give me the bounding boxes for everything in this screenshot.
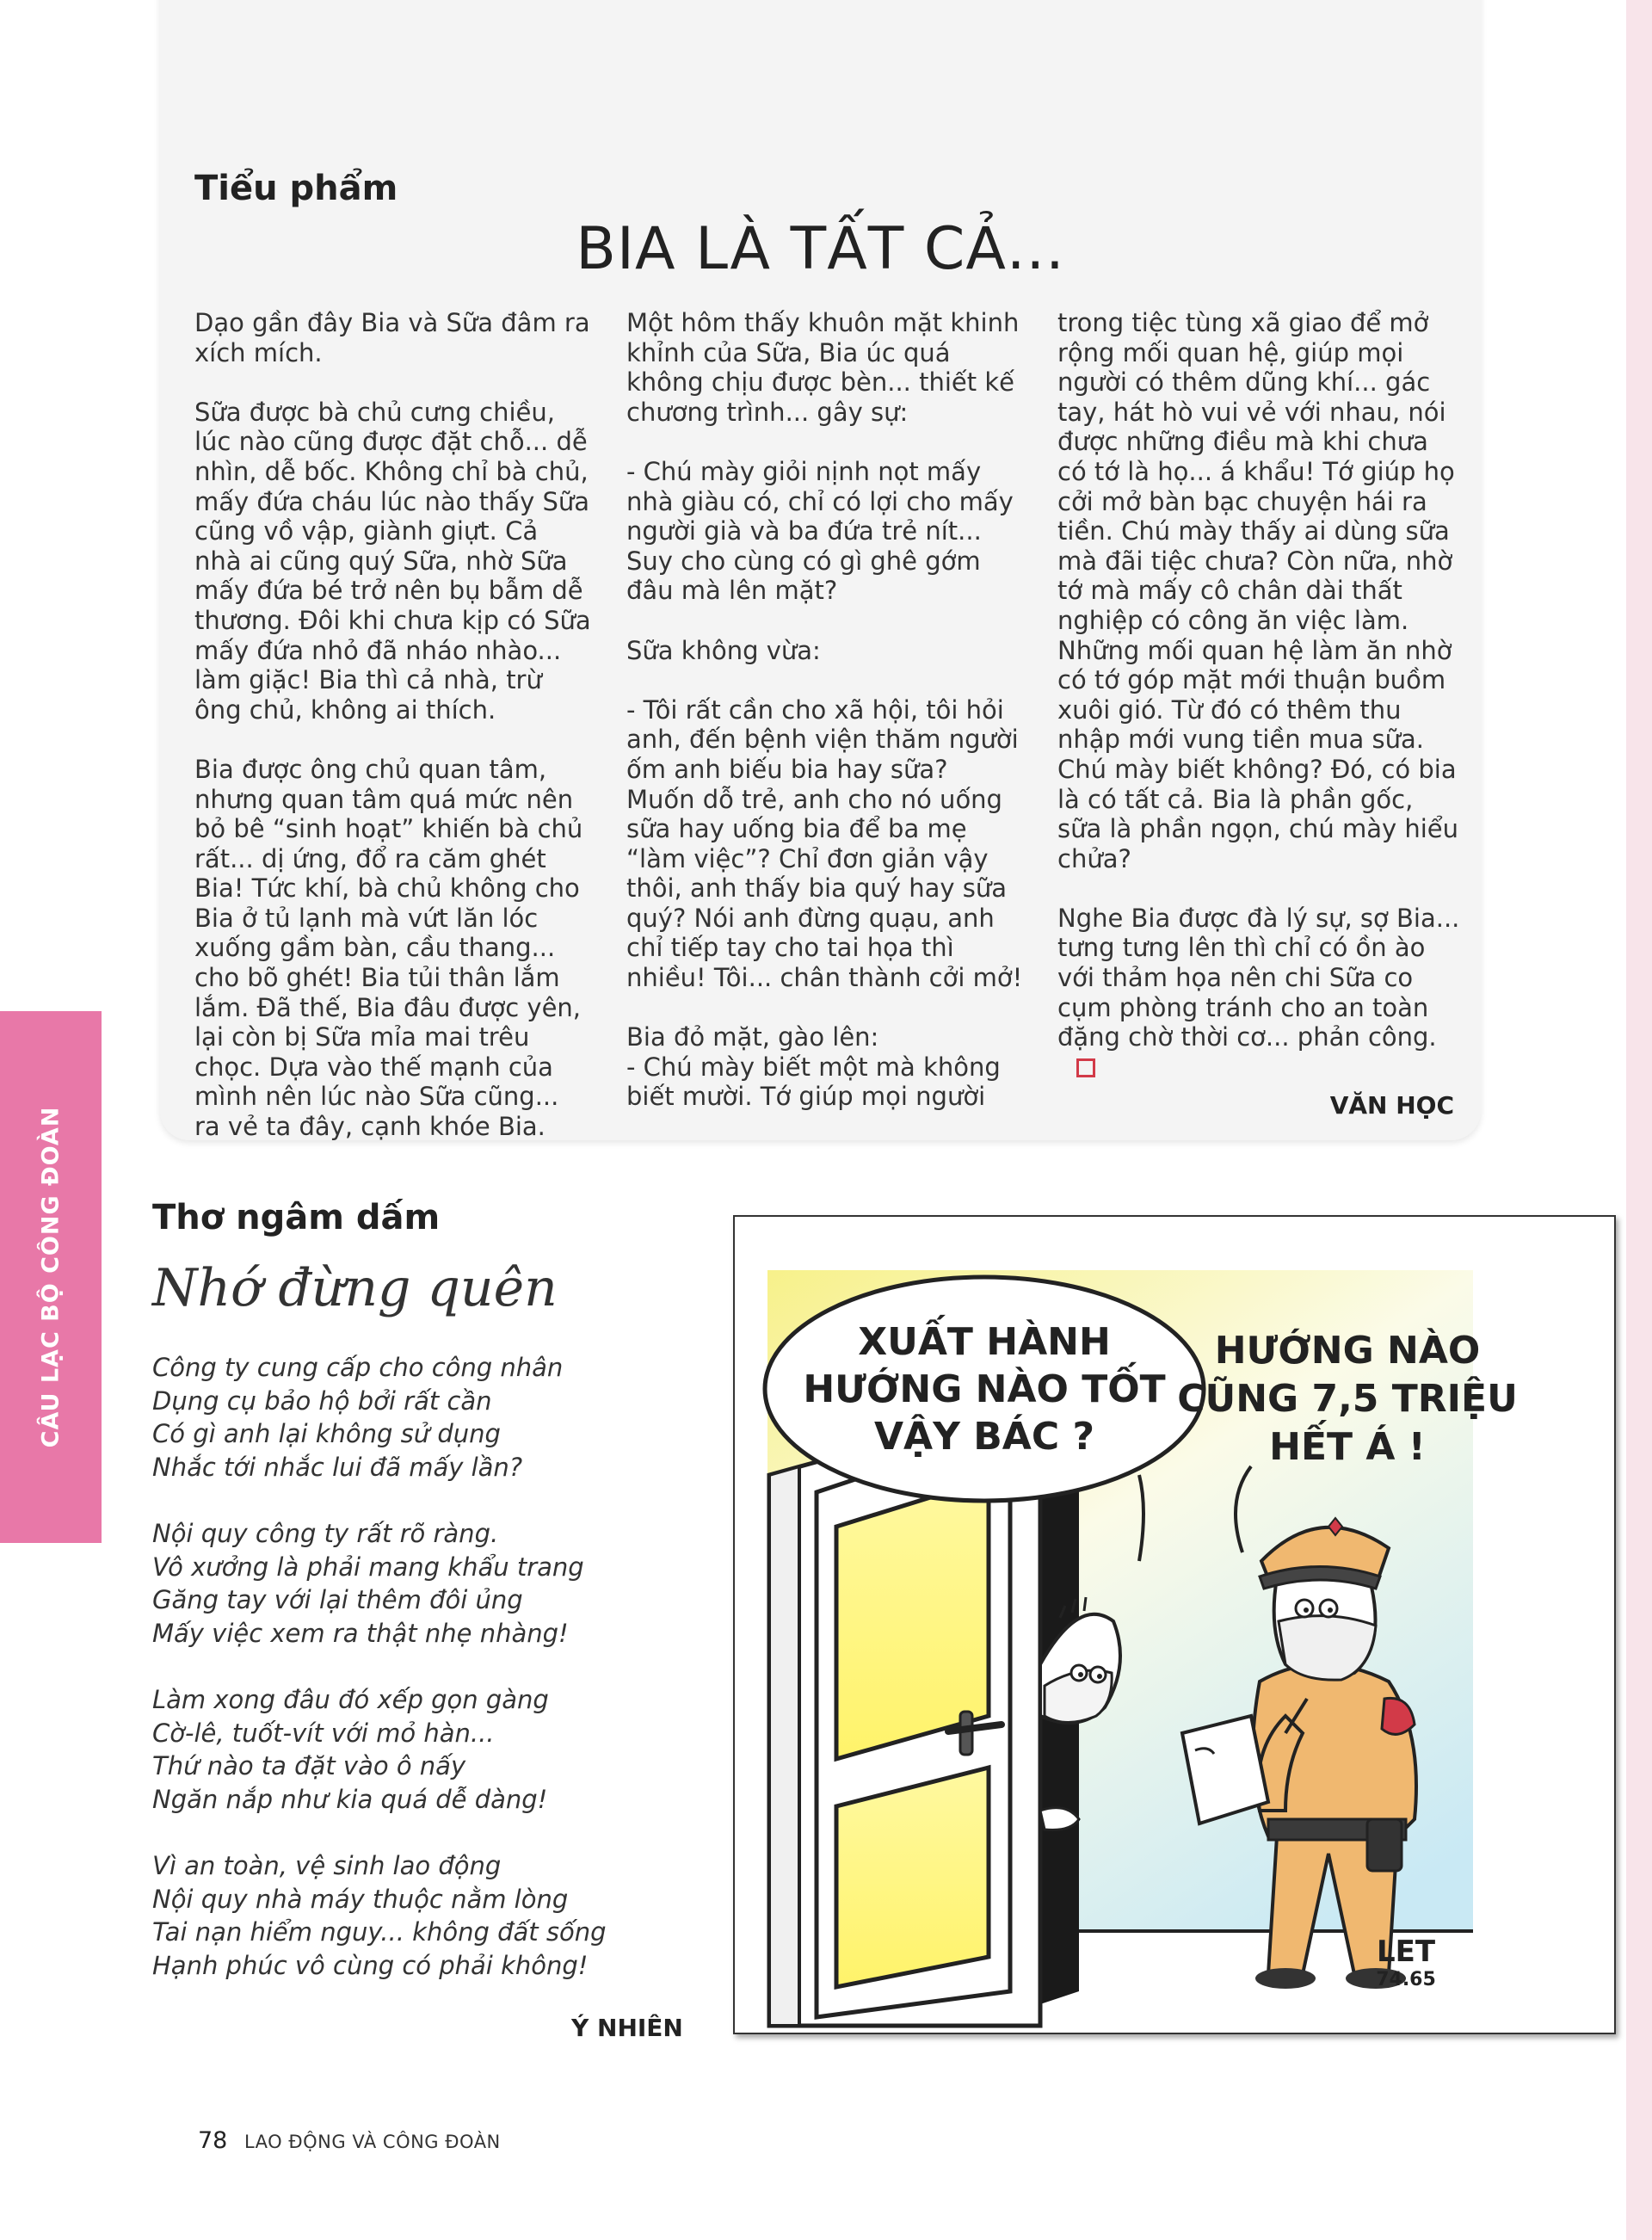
poem-line: Công ty cung cấp cho công nhân bbox=[152, 1353, 564, 1382]
article-column-1 bbox=[194, 308, 592, 1171]
poem-line: Dụng cụ bảo hộ bởi rất cần bbox=[152, 1385, 492, 1416]
poem-line: Cờ-lê, tuốt-vít với mỏ hàn... bbox=[152, 1718, 495, 1748]
paragraph: Một hôm thấy khuôn mặt khinh khỉnh của Sữa, Bia úc quá không chịu được bèn... thiết kế chương trình... gây sự: bbox=[626, 308, 1020, 427]
poem-line: Vì an toàn, vệ sinh lao động bbox=[152, 1850, 502, 1880]
poem-line: Hạnh phúc vô cùng có phải không! bbox=[152, 1950, 589, 1980]
paragraph-text: Nghe Bia được đà lý sự, sợ Bia... tưng tưng lên thì chỉ có ồn ào với thảm họa nên chi Sữa co cụm phòng tránh cho an toàn đặng chờ thời cơ... phản công. bbox=[1057, 903, 1460, 1052]
poem-line: Vô xưởng là phải mang khẩu trang bbox=[152, 1552, 584, 1582]
poem-line: Nội quy công ty rất rõ ràng. bbox=[152, 1518, 499, 1548]
door-window-bottom bbox=[836, 1768, 989, 1987]
door-handle-icon bbox=[960, 1712, 972, 1755]
ticket-paper bbox=[1182, 1716, 1268, 1823]
poem-line: Nội quy nhà máy thuộc nằm lòng bbox=[152, 1884, 569, 1914]
cartoon-frame bbox=[733, 1215, 1616, 2034]
article-kicker: Tiểu phẩm bbox=[194, 169, 398, 208]
paragraph: Sữa không vừa: bbox=[626, 635, 821, 665]
cartoon-illustration bbox=[735, 1217, 1614, 2033]
poem-stanza bbox=[152, 1683, 703, 1816]
poem-line: Tai nạn hiểm nguy... không đất sống bbox=[152, 1917, 607, 1947]
poem-line: Mấy việc xem ra thật nhẹ nhàng! bbox=[152, 1618, 569, 1648]
paragraph: Dạo gần đây Bia và Sữa đâm ra xích mích. bbox=[194, 308, 590, 367]
poem-line: Ngăn nắp như kia quá dễ dàng! bbox=[152, 1784, 548, 1814]
poem-title: Nhớ đừng quên bbox=[152, 1258, 558, 1318]
poem-stanza bbox=[152, 1351, 703, 1484]
section-side-tab bbox=[0, 1011, 102, 1543]
bubble-right-line: HƯỚNG NÀO bbox=[1214, 1329, 1481, 1373]
poem-line: Làm xong đâu đó xếp gọn gàng bbox=[152, 1684, 549, 1714]
poem-line: Nhắc tới nhắc lui đã mấy lần? bbox=[152, 1452, 523, 1482]
bubble-left-line: XUẤT HÀNH bbox=[858, 1320, 1111, 1364]
poem-line: Có gì anh lại không sử dụng bbox=[152, 1419, 501, 1449]
section-label: CÂU LẠC BỘ CÔNG ĐOÀN bbox=[37, 1106, 65, 1448]
artist-signature: LET bbox=[1376, 1935, 1436, 1969]
article-column-3 bbox=[1057, 308, 1462, 1112]
poem-kicker: Thơ ngâm dấm bbox=[152, 1198, 441, 1237]
bubble-left-line: HƯỚNG NÀO TỐT bbox=[803, 1367, 1166, 1411]
poem-line: Thứ nào ta đặt vào ô nấy bbox=[152, 1751, 466, 1781]
article-author: VĂN HỌC bbox=[1329, 1091, 1454, 1120]
magazine-name: LAO ĐỘNG VÀ CÔNG ĐOÀN bbox=[244, 2132, 501, 2152]
bubble-right-line: HẾT Á ! bbox=[1269, 1425, 1426, 1469]
poem-body bbox=[152, 1351, 703, 2015]
poem-stanza bbox=[152, 1517, 703, 1650]
paragraph: - Chú mày giỏi nịnh nọt mấy nhà giàu có, chỉ có lợi cho mấy người già và ba đứa trẻ nít... Suy cho cùng có gì ghê gớm đâu mà lên mặt? bbox=[626, 456, 1014, 606]
paragraph: - Tôi rất cần cho xã hội, tôi hỏi anh, đến bệnh viện thăm người ốm anh biếu bia hay sữa? Muốn dỗ trẻ, anh cho nó uống sữa hay uống bia để ba mẹ “làm việc”? Chỉ đơn giản vậy thôi, anh thấy bia quý hay sữa quý? Nói anh đừng quạu, anh chỉ tiếp tay cho tai họa thì nhiều! Tôi... chân thành cởi mở! bbox=[626, 694, 1023, 993]
article-column-2 bbox=[626, 308, 1024, 1142]
bubble-right-line: CŨNG 7,5 TRIỆU bbox=[1177, 1377, 1518, 1421]
poem-line: Găng tay với lại thêm đôi ủng bbox=[152, 1585, 523, 1615]
paragraph: Bia được ông chủ quan tâm, nhưng quan tâm quá mức nên bỏ bê “sinh hoạt” khiến bà chủ rất... dị ứng, đổ ra căm ghét Bia! Tức khí, bà chủ không cho Bia ở tủ lạnh mà vứt lăn lóc xuống gầm bàn, cầu thang... cho bõ ghét! Bia tủi thân lắm lắm. Đã thế, Bia đâu được yên, lại còn bị Sữa mỉa mai trêu chọc. Dựa vào thế mạnh của mình nên lúc nào Sữa cũng... ra vẻ ta đây, cạnh khóe Bia. bbox=[194, 754, 583, 1142]
bubble-left-line: VẬY BÁC ? bbox=[873, 1415, 1095, 1459]
poem-author: Ý NHIÊN bbox=[571, 2014, 683, 2042]
page-number: 78 bbox=[198, 2127, 228, 2154]
paragraph-last bbox=[1057, 904, 1462, 1083]
paragraph: trong tiệc tùng xã giao để mở rộng mối quan hệ, giúp mọi người có thêm dũng khí... gác tay, hát hò vui vẻ với nhau, nói được những điều mà khi chưa có tớ là họ... á khẩu! Tớ giúp họ cởi mở bàn bạc chuyện hái ra tiền. Chú mày thấy ai dùng sữa mà đãi tiệc chưa? Còn nữa, nhờ tớ mà mấy cô chân dài thất nghiệp có công ăn việc làm. Những mối quan hệ làm ăn nhờ có tớ góp mặt mới thuận buồm xuôi gió. Từ đó có thêm thu nhập mới vung tiền mua sữa. Chú mày biết không? Đó, có bia là có tất cả. Bia là phần gốc, sữa là phần ngọn, chú mày hiểu chửa? bbox=[1057, 308, 1459, 873]
end-mark-icon bbox=[1076, 1058, 1095, 1077]
article-title: BIA LÀ TẤT CẢ... bbox=[576, 215, 1065, 283]
poem-stanza bbox=[152, 1849, 703, 1982]
paragraph: Bia đỏ mặt, gào lên: - Chú mày biết một mà không biết mười. Tớ giúp mọi người bbox=[626, 1022, 1001, 1112]
paragraph: Sữa được bà chủ cưng chiều, lúc nào cũng được đặt chỗ... dễ nhìn, dễ bốc. Không chỉ bà chủ, mấy đứa cháu lúc nào thấy Sữa cũng vồ vập, giành giựt. Cả nhà ai cũng quý Sữa, nhờ Sữa mấy đứa bé trở nên bụ bẫm dễ thương. Đôi khi chưa kịp có Sữa mấy đứa nhỏ đã nháo nhào... làm giặc! Bia thì cả nhà, trừ ông chủ, không ai thích. bbox=[194, 397, 591, 725]
artist-signature-number: 74.65 bbox=[1376, 1969, 1436, 1990]
